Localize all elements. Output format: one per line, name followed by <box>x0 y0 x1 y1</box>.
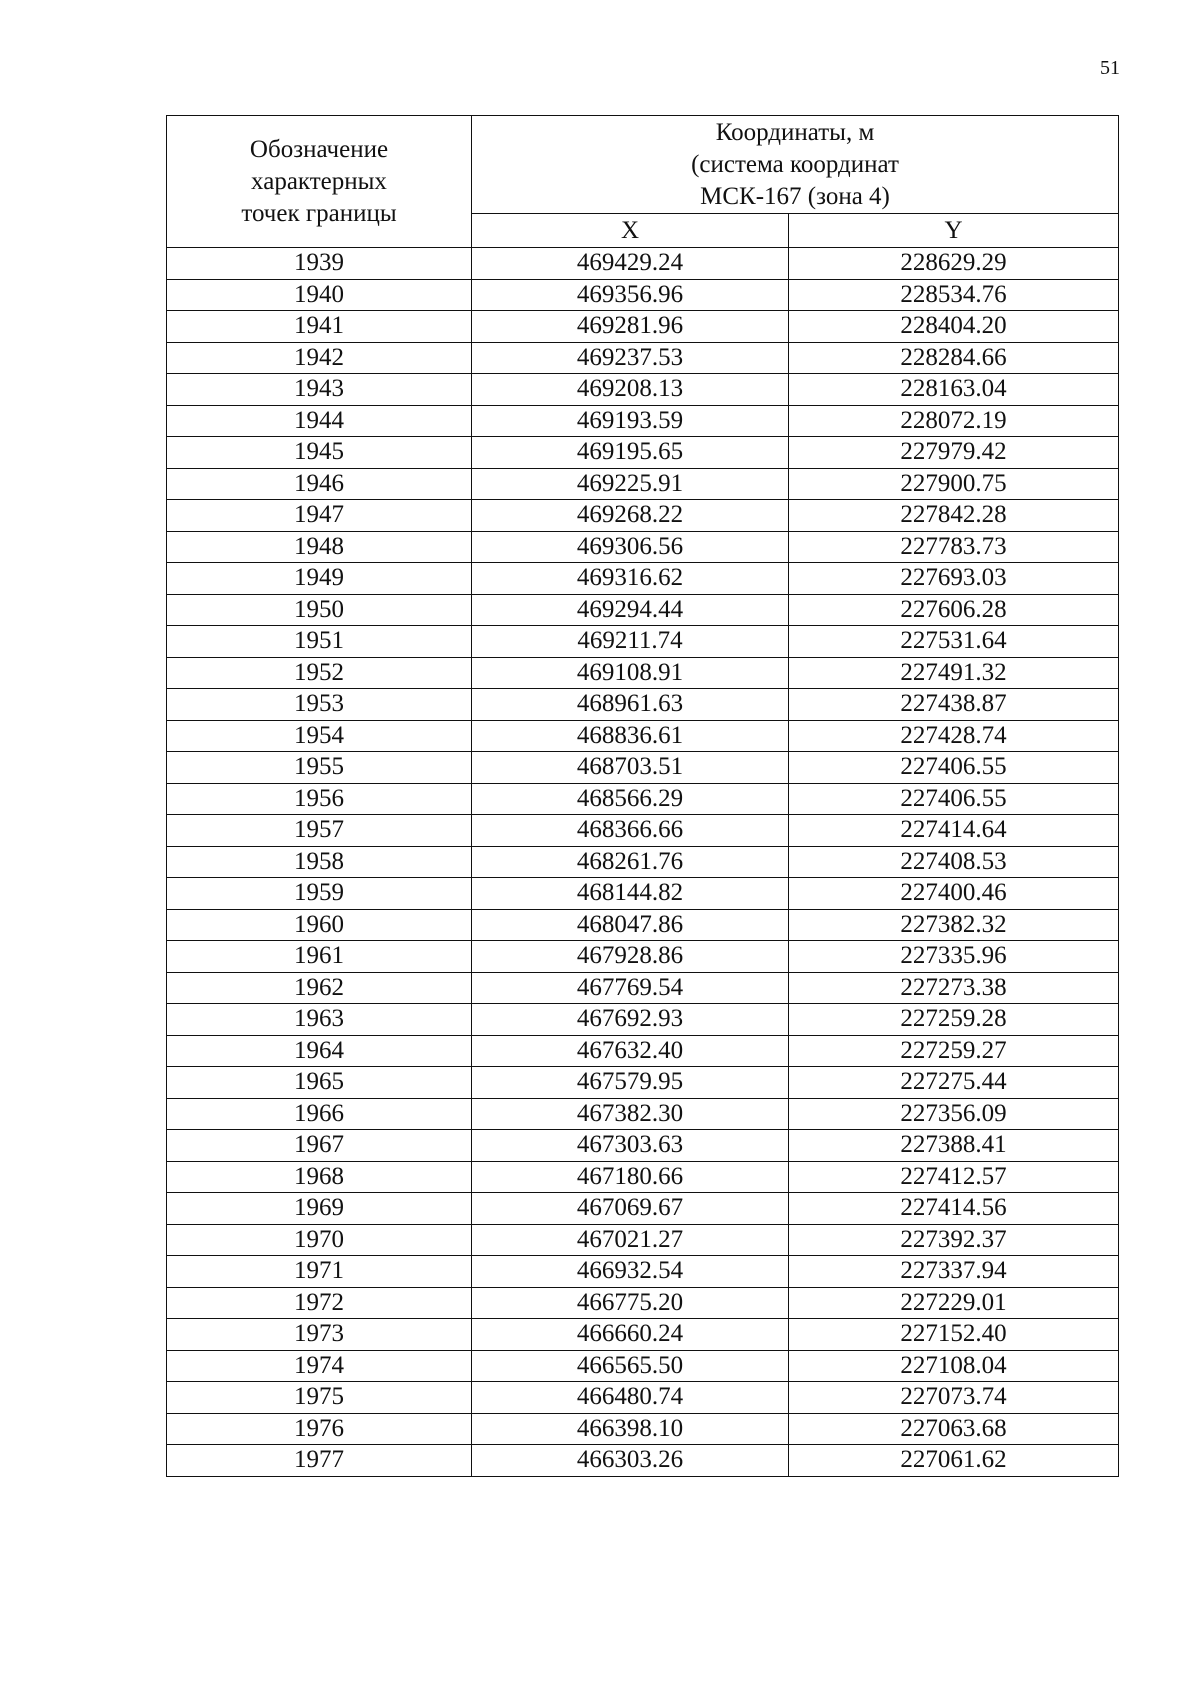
y-coordinate-cell: 227335.96 <box>789 941 1119 973</box>
point-cell: 1946 <box>167 468 472 500</box>
point-cell: 1955 <box>167 752 472 784</box>
table-row <box>167 657 1119 689</box>
coordinates-header <box>472 116 1119 214</box>
x-coordinate-cell: 467303.63 <box>472 1130 789 1162</box>
table-row <box>167 1193 1119 1225</box>
x-coordinate-cell: 466303.26 <box>472 1445 789 1477</box>
y-coordinate-cell: 227438.87 <box>789 689 1119 721</box>
x-coordinate-cell: 466660.24 <box>472 1319 789 1351</box>
table-row <box>167 878 1119 910</box>
point-cell: 1975 <box>167 1382 472 1414</box>
point-cell: 1953 <box>167 689 472 721</box>
x-coordinate-cell: 469281.96 <box>472 311 789 343</box>
x-coordinate-cell: 468566.29 <box>472 783 789 815</box>
point-cell: 1949 <box>167 563 472 595</box>
x-coordinate-cell: 468366.66 <box>472 815 789 847</box>
y-coordinate-cell: 227693.03 <box>789 563 1119 595</box>
table-row <box>167 248 1119 280</box>
table-row <box>167 1445 1119 1477</box>
y-coordinate-cell: 227073.74 <box>789 1382 1119 1414</box>
y-coordinate-cell: 228284.66 <box>789 342 1119 374</box>
table-row <box>167 374 1119 406</box>
table-row <box>167 1161 1119 1193</box>
y-coordinate-cell: 227337.94 <box>789 1256 1119 1288</box>
y-coordinate-cell: 227273.38 <box>789 972 1119 1004</box>
x-coordinate-cell: 468703.51 <box>472 752 789 784</box>
x-coordinate-cell: 468144.82 <box>472 878 789 910</box>
point-cell: 1971 <box>167 1256 472 1288</box>
point-cell: 1941 <box>167 311 472 343</box>
table-row <box>167 1004 1119 1036</box>
y-coordinate-cell: 228163.04 <box>789 374 1119 406</box>
point-cell: 1977 <box>167 1445 472 1477</box>
x-coordinate-cell: 469356.96 <box>472 279 789 311</box>
point-cell: 1967 <box>167 1130 472 1162</box>
table-row <box>167 1098 1119 1130</box>
y-coordinate-cell: 227382.32 <box>789 909 1119 941</box>
table-row <box>167 972 1119 1004</box>
y-coordinate-cell: 227428.74 <box>789 720 1119 752</box>
table-row <box>167 405 1119 437</box>
y-coordinate-cell: 227414.64 <box>789 815 1119 847</box>
x-coordinate-cell: 466565.50 <box>472 1350 789 1382</box>
y-coordinate-cell: 227400.46 <box>789 878 1119 910</box>
y-coordinate-cell: 228629.29 <box>789 248 1119 280</box>
table-row <box>167 752 1119 784</box>
point-designation-header <box>167 116 472 248</box>
y-coordinate-cell: 227406.55 <box>789 783 1119 815</box>
point-cell: 1963 <box>167 1004 472 1036</box>
point-cell: 1957 <box>167 815 472 847</box>
x-coordinate-cell: 467069.67 <box>472 1193 789 1225</box>
x-coordinate-cell: 468961.63 <box>472 689 789 721</box>
table-row <box>167 909 1119 941</box>
point-cell: 1945 <box>167 437 472 469</box>
y-coordinate-cell: 227388.41 <box>789 1130 1119 1162</box>
table-row <box>167 531 1119 563</box>
point-cell: 1974 <box>167 1350 472 1382</box>
table-row <box>167 1067 1119 1099</box>
x-coordinate-cell: 467180.66 <box>472 1161 789 1193</box>
table-row <box>167 468 1119 500</box>
table-row <box>167 1035 1119 1067</box>
table-row <box>167 500 1119 532</box>
x-coordinate-cell: 467928.86 <box>472 941 789 973</box>
header-text-line: (система координат <box>691 150 899 178</box>
point-cell: 1942 <box>167 342 472 374</box>
table-header <box>167 116 1119 248</box>
x-coordinate-cell: 466932.54 <box>472 1256 789 1288</box>
y-coordinate-cell: 227842.28 <box>789 500 1119 532</box>
x-coordinate-cell: 469429.24 <box>472 248 789 280</box>
point-cell: 1950 <box>167 594 472 626</box>
y-coordinate-cell: 227152.40 <box>789 1319 1119 1351</box>
table-row <box>167 1287 1119 1319</box>
x-coordinate-cell: 468047.86 <box>472 909 789 941</box>
x-coordinate-cell: 466480.74 <box>472 1382 789 1414</box>
x-coordinate-cell: 469294.44 <box>472 594 789 626</box>
point-cell: 1954 <box>167 720 472 752</box>
y-coordinate-cell: 227108.04 <box>789 1350 1119 1382</box>
y-coordinate-cell: 227275.44 <box>789 1067 1119 1099</box>
table-row <box>167 1319 1119 1351</box>
y-coordinate-cell: 228534.76 <box>789 279 1119 311</box>
point-cell: 1948 <box>167 531 472 563</box>
table-row <box>167 689 1119 721</box>
x-coordinate-cell: 469268.22 <box>472 500 789 532</box>
x-coordinate-cell: 469211.74 <box>472 626 789 658</box>
x-coordinate-cell: 467021.27 <box>472 1224 789 1256</box>
table-row <box>167 1413 1119 1445</box>
table-row <box>167 1256 1119 1288</box>
x-coordinate-cell: 469316.62 <box>472 563 789 595</box>
table-row <box>167 1350 1119 1382</box>
table-row <box>167 815 1119 847</box>
point-cell: 1951 <box>167 626 472 658</box>
table-row <box>167 437 1119 469</box>
point-cell: 1966 <box>167 1098 472 1130</box>
x-coordinate-cell: 469195.65 <box>472 437 789 469</box>
header-row-top <box>167 116 1119 214</box>
y-coordinate-cell: 227900.75 <box>789 468 1119 500</box>
y-coordinate-cell: 227606.28 <box>789 594 1119 626</box>
table-row <box>167 342 1119 374</box>
y-coordinate-cell: 227063.68 <box>789 1413 1119 1445</box>
point-cell: 1969 <box>167 1193 472 1225</box>
y-coordinate-cell: 227061.62 <box>789 1445 1119 1477</box>
table-row <box>167 311 1119 343</box>
point-cell: 1962 <box>167 972 472 1004</box>
table-row <box>167 941 1119 973</box>
table-row <box>167 563 1119 595</box>
x-coordinate-cell: 467692.93 <box>472 1004 789 1036</box>
point-cell: 1943 <box>167 374 472 406</box>
x-coordinate-cell: 467632.40 <box>472 1035 789 1067</box>
point-cell: 1940 <box>167 279 472 311</box>
header-text-line: характерных <box>251 167 387 195</box>
table-row <box>167 783 1119 815</box>
table-row <box>167 594 1119 626</box>
header-text-line: Координаты, м <box>715 118 875 146</box>
x-coordinate-cell: 467382.30 <box>472 1098 789 1130</box>
x-coordinate-cell: 468261.76 <box>472 846 789 878</box>
y-coordinate-cell: 227356.09 <box>789 1098 1119 1130</box>
y-coordinate-cell: 227783.73 <box>789 531 1119 563</box>
point-cell: 1970 <box>167 1224 472 1256</box>
y-coordinate-cell: 227408.53 <box>789 846 1119 878</box>
header-text-line: точек границы <box>241 199 397 227</box>
x-coordinate-cell: 469306.56 <box>472 531 789 563</box>
point-cell: 1944 <box>167 405 472 437</box>
point-cell: 1964 <box>167 1035 472 1067</box>
header-text-line: Обозначение <box>249 135 389 163</box>
point-cell: 1968 <box>167 1161 472 1193</box>
x-coordinate-cell: 468836.61 <box>472 720 789 752</box>
point-cell: 1956 <box>167 783 472 815</box>
point-cell: 1960 <box>167 909 472 941</box>
y-coordinate-cell: 227406.55 <box>789 752 1119 784</box>
table-row <box>167 1130 1119 1162</box>
header-text-line: МСК-167 (зона 4) <box>700 182 890 210</box>
table-row <box>167 846 1119 878</box>
y-coordinate-cell: 227414.56 <box>789 1193 1119 1225</box>
point-cell: 1947 <box>167 500 472 532</box>
page-number: 51 <box>1100 57 1120 79</box>
point-cell: 1958 <box>167 846 472 878</box>
x-coordinate-cell: 469237.53 <box>472 342 789 374</box>
table-body <box>167 248 1119 1477</box>
table-row <box>167 1224 1119 1256</box>
table-row <box>167 720 1119 752</box>
table-row <box>167 279 1119 311</box>
x-coordinate-cell: 469225.91 <box>472 468 789 500</box>
x-coordinate-cell: 466398.10 <box>472 1413 789 1445</box>
table-row <box>167 1382 1119 1414</box>
point-cell: 1939 <box>167 248 472 280</box>
point-cell: 1972 <box>167 1287 472 1319</box>
y-coordinate-cell: 227412.57 <box>789 1161 1119 1193</box>
point-cell: 1959 <box>167 878 472 910</box>
y-coordinate-cell: 227392.37 <box>789 1224 1119 1256</box>
y-coordinate-cell: 227259.28 <box>789 1004 1119 1036</box>
point-cell: 1973 <box>167 1319 472 1351</box>
x-coordinate-cell: 467769.54 <box>472 972 789 1004</box>
y-coordinate-cell: 227979.42 <box>789 437 1119 469</box>
point-cell: 1961 <box>167 941 472 973</box>
x-coordinate-cell: 469208.13 <box>472 374 789 406</box>
y-coordinate-cell: 227531.64 <box>789 626 1119 658</box>
x-coordinate-cell: 469193.59 <box>472 405 789 437</box>
table-row <box>167 626 1119 658</box>
point-cell: 1976 <box>167 1413 472 1445</box>
y-coordinate-cell: 228404.20 <box>789 311 1119 343</box>
y-coordinate-cell: 228072.19 <box>789 405 1119 437</box>
y-coordinate-cell: 227491.32 <box>789 657 1119 689</box>
x-coordinate-cell: 469108.91 <box>472 657 789 689</box>
x-column-header: X <box>472 214 789 248</box>
x-coordinate-cell: 467579.95 <box>472 1067 789 1099</box>
y-coordinate-cell: 227259.27 <box>789 1035 1119 1067</box>
coordinates-table <box>166 115 1119 1477</box>
y-column-header: Y <box>789 214 1119 248</box>
point-cell: 1952 <box>167 657 472 689</box>
x-coordinate-cell: 466775.20 <box>472 1287 789 1319</box>
point-cell: 1965 <box>167 1067 472 1099</box>
y-coordinate-cell: 227229.01 <box>789 1287 1119 1319</box>
